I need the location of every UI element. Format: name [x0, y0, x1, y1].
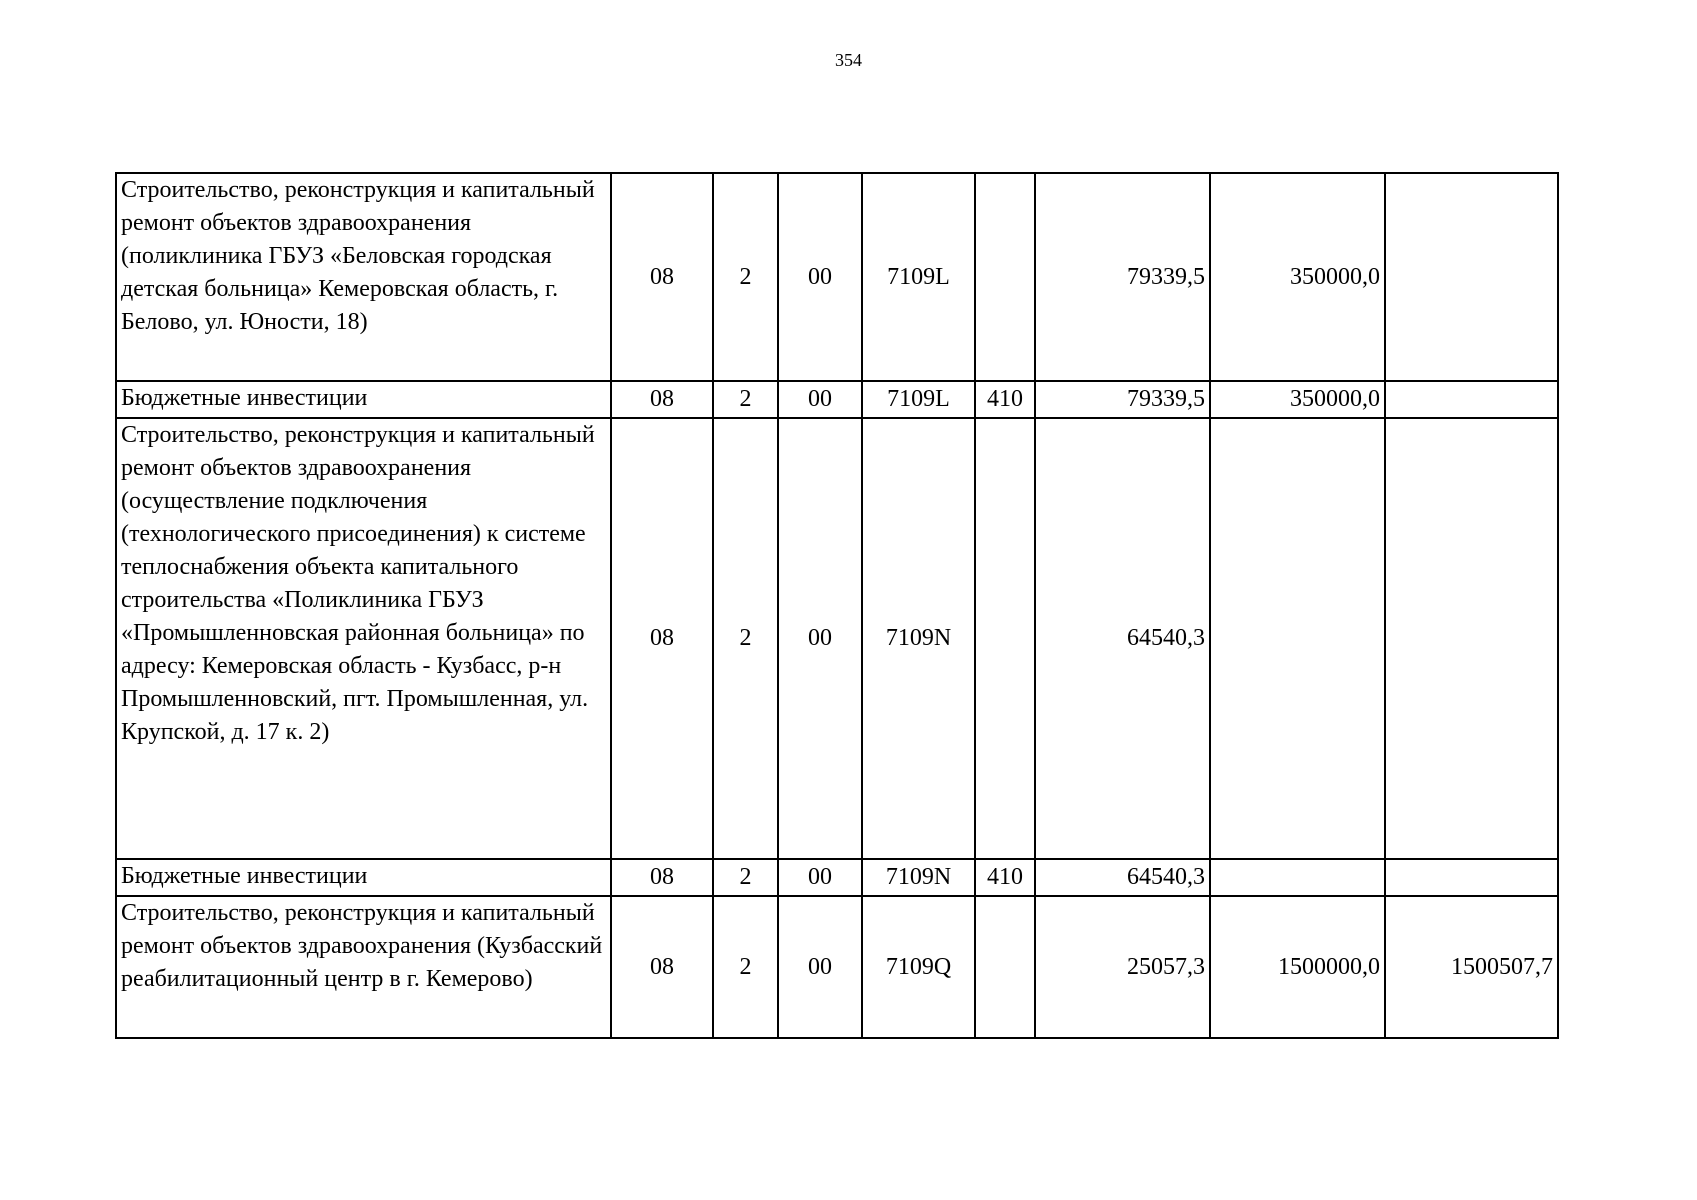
- row-name: Строительство, реконструкция и капитальный ремонт объектов здравоохранения (осуществление подключения (технологического присоединения) к системе теплоснабжения объекта капитального строительства «Поликлиника ГБУЗ «Промышленновская районная больница» по адресу: Кемеровская область - Кузбасс, р-н Промышленновский, пгт. Промышленная, ул. Крупской, д. 17 к. 2): [116, 418, 611, 859]
- subprogram-code: 00: [778, 896, 862, 1038]
- section-code: 08: [611, 418, 713, 859]
- subprogram-code: 00: [778, 418, 862, 859]
- row-name: Бюджетные инвестиции: [116, 381, 611, 418]
- table-row: [116, 896, 1558, 1038]
- direction-code: 7109L: [862, 173, 975, 381]
- section-code: 08: [611, 896, 713, 1038]
- amount-3: [1385, 381, 1558, 418]
- expense-type-code: [975, 896, 1035, 1038]
- expense-type-code: [975, 173, 1035, 381]
- section-code: 08: [611, 381, 713, 418]
- section-code: 08: [611, 859, 713, 896]
- direction-code: 7109N: [862, 859, 975, 896]
- program-code: 2: [713, 173, 778, 381]
- page-number: 354: [835, 50, 862, 70]
- amount-2: [1210, 859, 1385, 896]
- amount-3: [1385, 173, 1558, 381]
- row-name: Строительство, реконструкция и капитальный ремонт объектов здравоохранения (поликлиника ГБУЗ «Беловская городская детская больница» Кемеровская область, г. Белово, ул. Юности, 18): [116, 173, 611, 381]
- amount-3: [1385, 418, 1558, 859]
- program-code: 2: [713, 859, 778, 896]
- amount-2: 350000,0: [1210, 173, 1385, 381]
- budget-table: [115, 172, 1559, 1039]
- subprogram-code: 00: [778, 381, 862, 418]
- expense-type-code: 410: [975, 859, 1035, 896]
- amount-2: [1210, 418, 1385, 859]
- row-name: Бюджетные инвестиции: [116, 859, 611, 896]
- subprogram-code: 00: [778, 173, 862, 381]
- section-code: 08: [611, 173, 713, 381]
- amount-2: 350000,0: [1210, 381, 1385, 418]
- program-code: 2: [713, 381, 778, 418]
- amount-1: 64540,3: [1035, 418, 1210, 859]
- expense-type-code: 410: [975, 381, 1035, 418]
- direction-code: 7109L: [862, 381, 975, 418]
- direction-code: 7109N: [862, 418, 975, 859]
- row-name: Строительство, реконструкция и капитальный ремонт объектов здравоохранения (Кузбасский реабилитационный центр в г. Кемерово): [116, 896, 611, 1038]
- table-row: [116, 381, 1558, 418]
- amount-3: 1500507,7: [1385, 896, 1558, 1038]
- amount-1: 25057,3: [1035, 896, 1210, 1038]
- program-code: 2: [713, 418, 778, 859]
- amount-1: 79339,5: [1035, 173, 1210, 381]
- table-row: [116, 173, 1558, 381]
- amount-2: 1500000,0: [1210, 896, 1385, 1038]
- subprogram-code: 00: [778, 859, 862, 896]
- table-row: [116, 859, 1558, 896]
- amount-3: [1385, 859, 1558, 896]
- table-row: [116, 418, 1558, 859]
- amount-1: 79339,5: [1035, 381, 1210, 418]
- program-code: 2: [713, 896, 778, 1038]
- expense-type-code: [975, 418, 1035, 859]
- direction-code: 7109Q: [862, 896, 975, 1038]
- amount-1: 64540,3: [1035, 859, 1210, 896]
